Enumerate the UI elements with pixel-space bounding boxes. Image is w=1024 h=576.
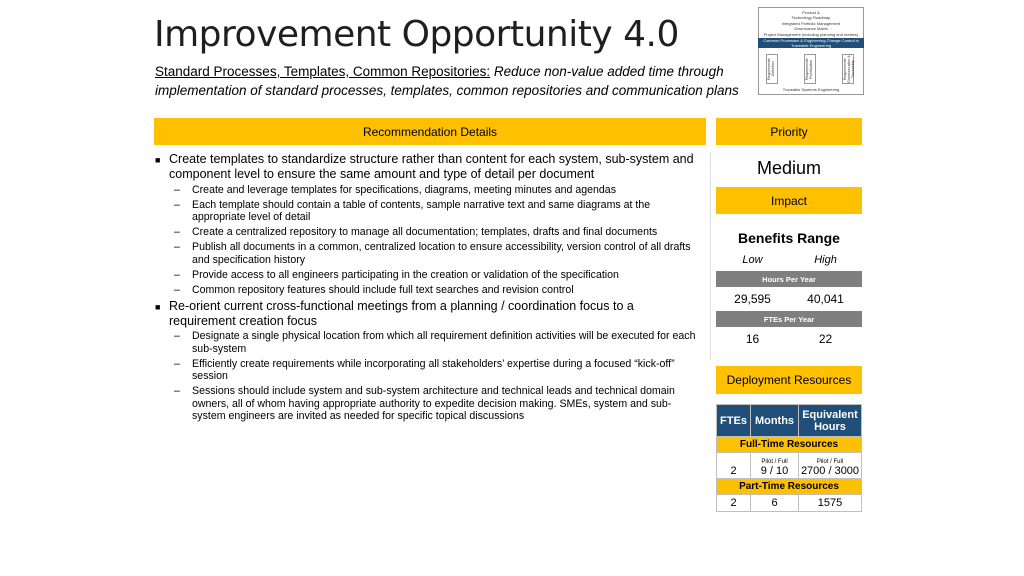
dash-bullet-icon: –: [174, 226, 180, 238]
mini-framework-diagram: [758, 7, 864, 95]
empty-cell: [717, 453, 751, 465]
table-row: [717, 453, 862, 465]
mini-column: Requirements Communication & Traceability: [843, 55, 855, 83]
subtitle: [155, 62, 745, 100]
mini-row: Project Management (including planning and metrics): [763, 32, 859, 37]
part-time-label: Part-Time Resources: [717, 479, 862, 495]
ftes-per-year-label: FTEs Per Year: [716, 311, 862, 327]
hours-per-year-label: Hours Per Year: [716, 271, 862, 287]
full-time-months: 9 / 10: [751, 465, 799, 479]
table-row: [717, 437, 862, 453]
divider: [710, 152, 711, 360]
recommendation-header: Recommendation Details: [154, 118, 706, 145]
deployment-resources-header: Deployment Resources: [716, 366, 862, 394]
part-time-ftes: 2: [717, 495, 751, 512]
col-ftes: FTEs: [717, 405, 751, 437]
mini-row: Product &: [802, 10, 820, 15]
part-time-hours: 1575: [799, 495, 862, 512]
dash-bullet-icon: –: [174, 357, 180, 370]
pilot-full-label: Pilot / Full: [799, 453, 862, 465]
pilot-full-label: Pilot / Full: [751, 453, 799, 465]
full-time-ftes: 2: [717, 465, 751, 479]
deployment-table: [716, 404, 862, 512]
table-row: [717, 465, 862, 479]
low-label: Low: [742, 254, 763, 266]
hours-values: [716, 292, 862, 306]
mini-row: Technology Roadmap: [791, 15, 831, 20]
benefits-low-high: [716, 254, 862, 266]
list-item: ■ Re-orient current cross-functional meetings from a planning / coordination focus to a requirement creation focus: [155, 298, 634, 328]
dash-bullet-icon: –: [174, 283, 180, 296]
table-row: [717, 495, 862, 512]
sub-list-item: – Sessions should include system and sub-system architecture and technical leads and technical domain owners, all of whom having appropriate authority to expedite decision making. SMEs, system and sub-system engineers are invited as needed for specific topical discussions: [174, 385, 675, 422]
col-equivalent-hours: Equivalent Hours: [799, 405, 862, 437]
ftes-high-value: 22: [818, 332, 833, 346]
col-months: Months: [751, 405, 799, 437]
sub-list-item: – Efficiently create requirements while incorporating all stakeholders’ expertise during a focused “kick-off” session: [174, 357, 675, 382]
mini-column: Requirements Prioritization: [804, 54, 816, 84]
square-bullet-icon: ■: [155, 155, 161, 165]
dash-bullet-icon: –: [174, 385, 180, 397]
mini-row: Governance Matrix: [794, 26, 828, 31]
sub-list-item: – Designate a single physical location from which all requirement definition activities will be executed for each sub-system: [174, 330, 696, 355]
list-item: ■ Create templates to standardize structure rather than content for each system, sub-system and component level to ensure the same amount and type of detail per document: [155, 152, 694, 181]
dash-bullet-icon: –: [174, 183, 180, 196]
mini-column: Requirements Definition: [766, 54, 778, 84]
sub-list-item: – Common repository features should include full text searches and revision control: [174, 283, 574, 296]
subtitle-lead: Standard Processes, Templates, Common Repositories:: [155, 64, 491, 79]
mini-row: Integrated Portfolio Management: [781, 21, 841, 26]
square-bullet-icon: ■: [155, 301, 161, 312]
mini-row-highlight: Common Processes & Engineering Change Control in Traceable Engineering: [758, 38, 864, 48]
part-time-months: 6: [751, 495, 799, 512]
mini-footer: Traceable Systems Engineering: [782, 87, 840, 92]
ftes-low-value: 16: [745, 332, 760, 346]
subtitle-description: Reduce non-value added time through implementation of standard processes, templates, common repositories and communication plans: [155, 64, 739, 98]
sub-list-item: – Create and leverage templates for specifications, diagrams, meeting minutes and agendas: [174, 183, 616, 196]
ftes-values: [716, 332, 862, 346]
benefits-range-title: Benefits Range: [738, 230, 840, 246]
sub-list-item: – Provide access to all engineers participating in the creation or validation of the specification: [174, 268, 619, 281]
dash-bullet-icon: –: [174, 268, 180, 281]
recommendation-details: [154, 152, 699, 425]
dash-bullet-icon: –: [174, 198, 180, 211]
page-title: Improvement Opportunity 4.0: [154, 14, 679, 55]
sub-list-item: – Publish all documents in a common, centralized location to ensure accessibility, version control of all drafts and specification history: [174, 241, 691, 266]
table-header-row: [717, 405, 862, 437]
sub-list-item: – Create a centralized repository to manage all documentation; templates, drafts and final documents: [174, 226, 658, 238]
high-label: High: [814, 254, 837, 266]
table-row: [717, 479, 862, 495]
dash-bullet-icon: –: [174, 241, 180, 253]
impact-header: Impact: [716, 187, 862, 214]
sub-list-item: – Each template should contain a table of contents, sample narrative text and same diagrams at the appropriate level of detail: [174, 198, 651, 223]
full-time-hours: 2700 / 3000: [799, 465, 862, 479]
priority-header: Priority: [716, 118, 862, 145]
full-time-label: Full-Time Resources: [717, 437, 862, 453]
priority-value: Medium: [756, 158, 822, 178]
hours-low-value: 29,595: [734, 292, 771, 306]
hours-high-value: 40,041: [807, 292, 844, 306]
dash-bullet-icon: –: [174, 330, 180, 342]
